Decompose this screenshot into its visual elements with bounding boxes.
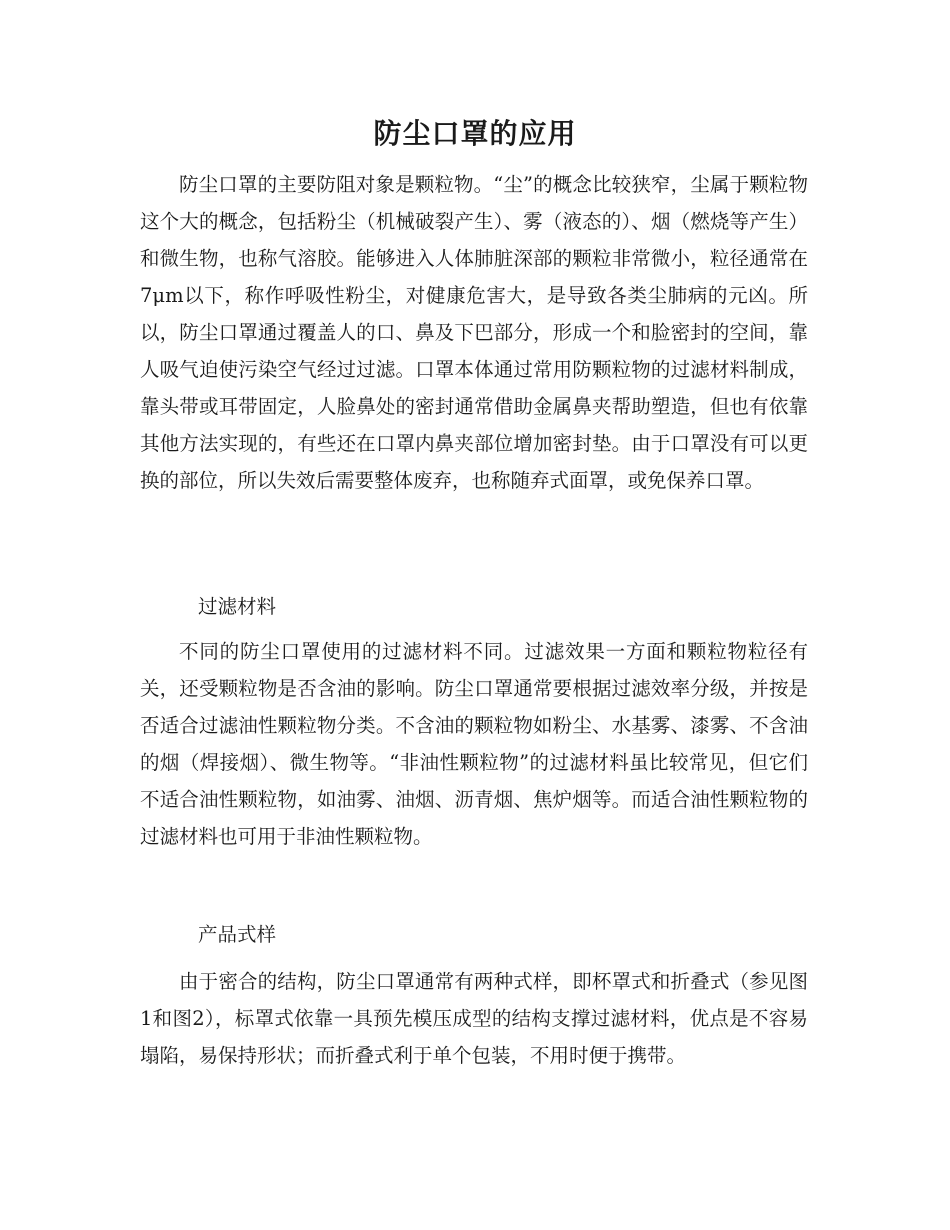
intro-paragraph: 防尘口罩的主要防阻对象是颗粒物。“尘”的概念比较狭窄，尘属于颗粒物这个大的概念，包括粉尘（机械破裂产生）、雾（液态的）、烟（燃烧等产生）和微生物，也称气溶胶。能够进入人体肺脏深部的颗粒非常微小，粒径通常在7μm以下，称作呼吸性粉尘，对健康危害大，是导致各类尘肺病的元凶。所以，防尘口罩通过覆盖人的口、鼻及下巴部分，形成一个和脸密封的空间，靠人吸气迫使污染空气经过过滤。口罩本体通过常用防颗粒物的过滤材料制成，靠头带或耳带固定，人脸鼻处的密封通常借助金属鼻夹帮助塑造，但也有依靠其他方法实现的，有些还在口罩内鼻夹部位增加密封垫。由于口罩没有可以更换的部位，所以失效后需要整体废弃，也称随弃式面罩，或免保养口罩。 [140, 173, 808, 492]
section-heading-filter-material: 过滤材料 [198, 595, 277, 618]
product-style-paragraph: 由于密合的结构，防尘口罩通常有两种式样，即杯罩式和折叠式（参见图1和图2），标罩式依靠一具预先模压成型的结构支撑过滤材料，优点是不容易塌陷，易保持形状；而折叠式利于单个包装，不用时便于携带。 [140, 970, 808, 1067]
filter-material-paragraph: 不同的防尘口罩使用的过滤材料不同。过滤效果一方面和颗粒物粒径有关，还受颗粒物是否含油的影响。防尘口罩通常要根据过滤效率分级，并按是否适合过滤油性颗粒物分类。不含油的颗粒物如粉尘、水基雾、漆雾、不含油的烟（焊接烟）、微生物等。“非油性颗粒物”的过滤材料虽比较常见，但它们不适合油性颗粒物，如油雾、油烟、沥青烟、焦炉烟等。而适合油性颗粒物的过滤材料也可用于非油性颗粒物。 [140, 640, 808, 848]
section-heading-product-style: 产品式样 [198, 923, 277, 946]
document-title: 防尘口罩的应用 [373, 117, 577, 150]
